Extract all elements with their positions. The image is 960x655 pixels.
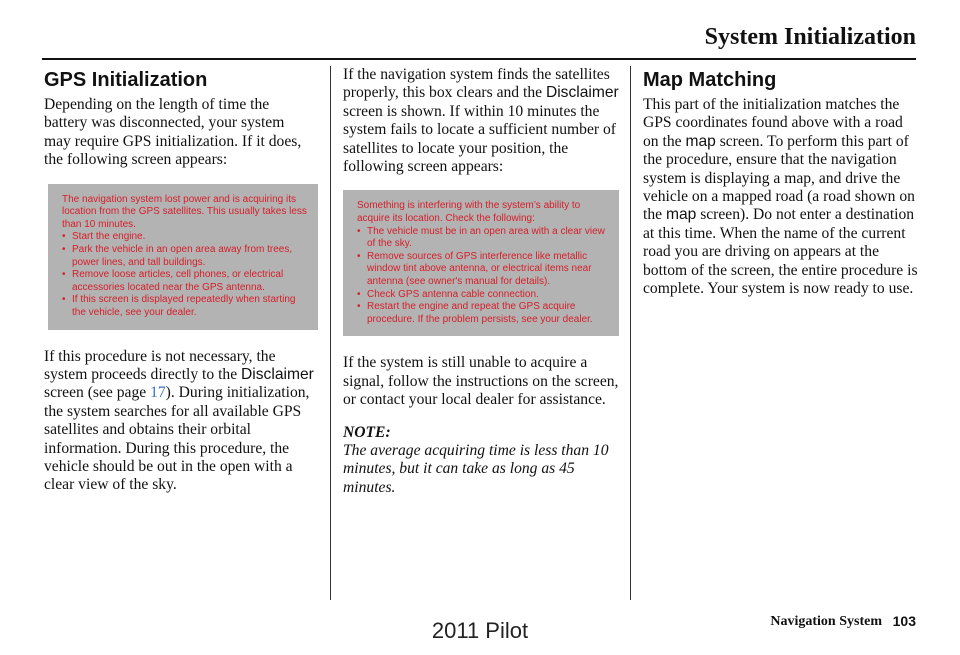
model-watermark: 2011 Pilot	[431, 618, 529, 643]
gps-interference-screen-illustration	[343, 190, 619, 336]
column-gps-initialization	[44, 66, 314, 509]
screen-instruction-list	[357, 226, 609, 327]
column-gps-continued	[343, 66, 621, 511]
satellites-found-paragraph: If the navigation system finds the satellites properly, this box clears and the Disclaimer screen is shown. If within 10 minutes the system fails to locate a sufficient number of satellites to locate your position, the following screen appears:	[343, 66, 619, 176]
note-label: NOTE:	[343, 423, 391, 441]
screen-instruction-item: • Remove sources of GPS interference like metallic window tint above antenna, or electrical items near antenna (see owner's manual for details).	[357, 251, 609, 289]
screen-message: The navigation system lost power and is acquiring its location from the GPS satellites. This usually takes less than 10 minutes.	[62, 193, 307, 230]
gps-intro-paragraph: Depending on the length of time the battery was disconnected, your system may require GPS initialization. If it does, the following screen appears:	[44, 96, 302, 169]
column-divider	[630, 66, 631, 600]
map-term: map	[685, 132, 716, 150]
screen-instruction-item: • Start the engine.	[62, 231, 308, 244]
disclaimer-term: Disclaimer	[545, 84, 619, 102]
map-matching-paragraph: This part of the initialization matches the GPS coordinates found above with a road on the map screen. To perform this part of the procedure, ensure that the navigation system is displaying a map, and drive the vehicle on a mapped road (a road shown on the map screen). Do not enter a destination at this time. When the name of the current road you are driving on appears at the bottom of the screen, the entire procedure is complete. Your system is now ready to use.	[643, 96, 918, 298]
gps-acquiring-screen-illustration	[48, 184, 318, 330]
column-map-matching	[643, 66, 918, 312]
page-title: System Initialization	[704, 24, 916, 50]
section-heading-gps-initialization: GPS Initialization	[44, 69, 208, 91]
screen-instruction-item: • Remove loose articles, cell phones, or electrical accessories located near the GPS antenna.	[62, 269, 308, 294]
screen-instruction-item: • If this screen is displayed repeatedly when starting the vehicle, see your dealer.	[62, 294, 308, 319]
map-term: map	[665, 206, 697, 224]
page-number: 103	[892, 613, 916, 629]
screen-instruction-item: • Park the vehicle in an open area away from trees, power lines, and tall buildings.	[62, 244, 308, 269]
footer-section-name: Navigation System	[770, 614, 882, 629]
screen-message: Something is interfering with the system’s ability to acquire its location. Check the following:	[357, 200, 581, 225]
screen-instruction-item: • Restart the engine and repeat the GPS acquire procedure. If the problem persists, see your dealer.	[357, 301, 609, 326]
screen-instruction-list	[62, 231, 308, 319]
screen-instruction-item: • Check GPS antenna cable connection.	[357, 289, 609, 302]
disclaimer-term: Disclaimer	[241, 365, 314, 383]
column-divider	[330, 66, 331, 600]
note-text: The average acquiring time is less than 10 minutes, but it can take as long as 45 minutes.	[343, 442, 609, 496]
header-divider	[42, 58, 916, 60]
unable-to-acquire-paragraph: If the system is still unable to acquire a signal, follow the instructions on the screen, or contact your local dealer for assistance.	[343, 354, 619, 409]
page-reference-link[interactable]: 17	[150, 384, 166, 402]
screen-instruction-item: • The vehicle must be in an open area with a clear view of the sky.	[357, 226, 609, 251]
gps-procedure-paragraph: If this procedure is not necessary, the system proceeds directly to the Disclaimer screen (see page 17). During initialization, the system searches for all available GPS satellites and obtains their orbital information. During this procedure, the vehicle should be out in the open with a clear view of the sky.	[44, 347, 314, 494]
section-heading-map-matching: Map Matching	[643, 69, 777, 91]
